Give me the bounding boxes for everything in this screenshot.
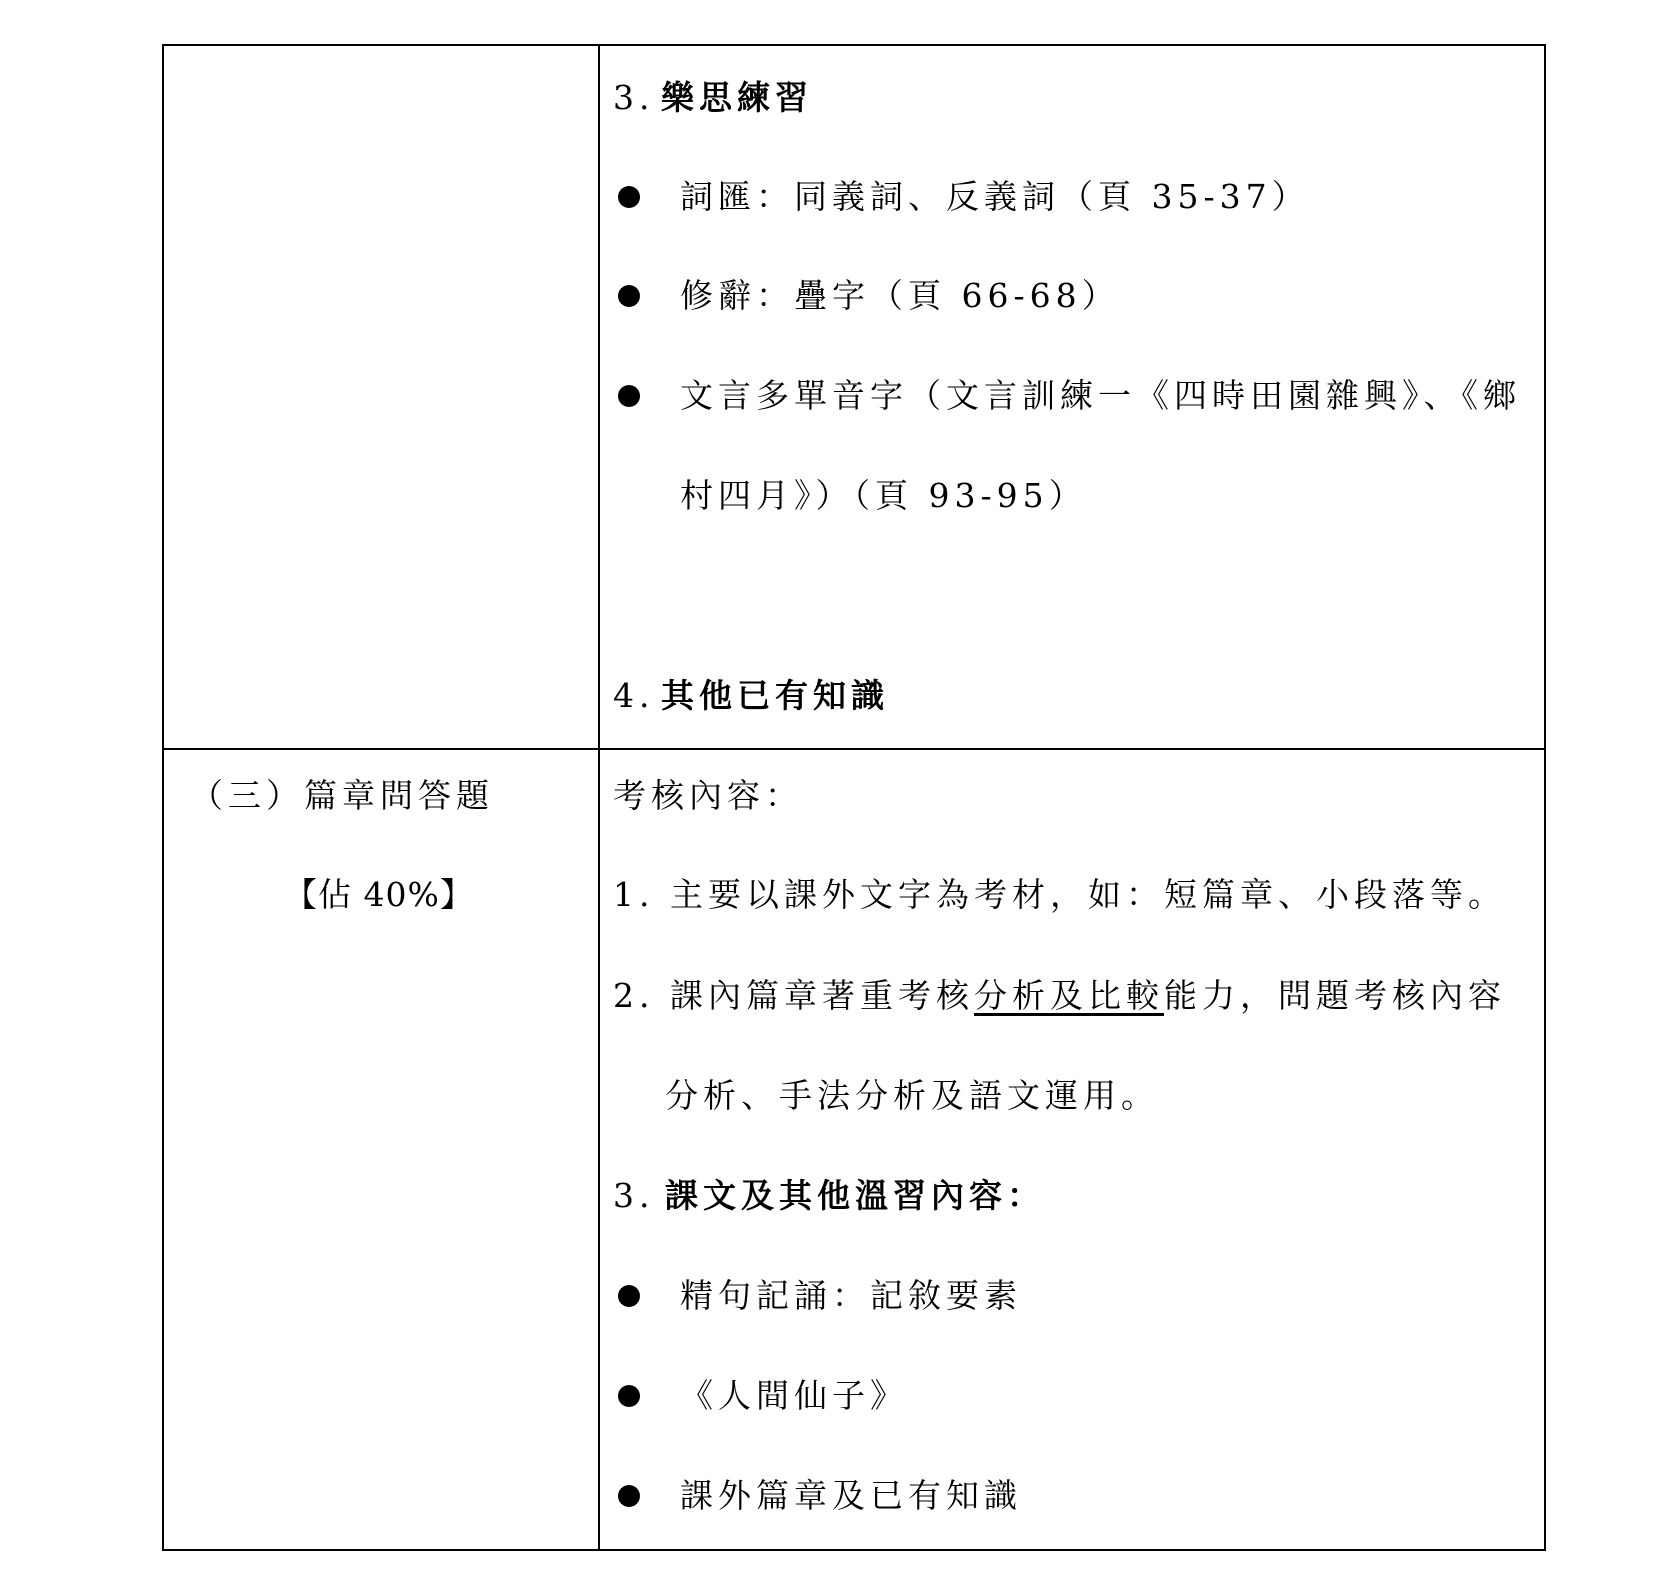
bullet-classical-chinese-continued: 村四月》）（頁 93-95） (680, 476, 1087, 515)
bullet-icon (618, 186, 640, 208)
bullet-icon (618, 1485, 640, 1507)
exam-content-table (162, 44, 1546, 1551)
assessment-item-3-title: 課文及其他溫習內容： (665, 1176, 1045, 1215)
row-divider (164, 748, 1544, 750)
bullet-extracurricular: 課外篇章及已有知識 (680, 1476, 1022, 1515)
assessment-item-3-number: 3. (613, 1176, 655, 1215)
item-4-number: 4. (613, 676, 655, 715)
bullet-icon (618, 285, 640, 307)
assessment-heading: 考核內容： (613, 776, 803, 815)
assessment-item-1: 1. 主要以課外文字為考材，如：短篇章、小段落等。 (613, 875, 1506, 914)
item-4-title: 其他已有知識 (661, 676, 889, 715)
bullet-icon (618, 1285, 640, 1307)
assessment-item-2-prefix: 2. 課內篇章著重考核 (613, 976, 974, 1015)
bullet-memorization: 精句記誦：記敘要素 (680, 1276, 1022, 1315)
assessment-item-2-underlined: 分析及比較 (973, 976, 1164, 1015)
assessment-item-2-suffix: 能力，問題考核內容 (1163, 976, 1506, 1015)
bullet-vocabulary: 詞匯：同義詞、反義詞（頁 35-37） (680, 177, 1310, 216)
assessment-item-2-continued: 分析、手法分析及語文運用。 (665, 1076, 1159, 1115)
bullet-classical-chinese: 文言多單音字（文言訓練一《四時田園雜興》、《鄉 (680, 376, 1521, 415)
section-weight: 【佔 40%】 (284, 875, 474, 914)
bullet-icon (618, 385, 640, 407)
bullet-rhetoric: 修辭：疊字（頁 66-68） (680, 276, 1120, 315)
assessment-item-2 (613, 976, 1506, 1016)
section-title: （三）篇章問答題 (190, 776, 494, 815)
column-divider (598, 46, 600, 1549)
bullet-text-title: 《人間仙子》 (680, 1376, 908, 1415)
bullet-icon (618, 1385, 640, 1407)
item-3-title: 樂思練習 (661, 78, 813, 117)
item-3-number: 3. (613, 78, 655, 117)
